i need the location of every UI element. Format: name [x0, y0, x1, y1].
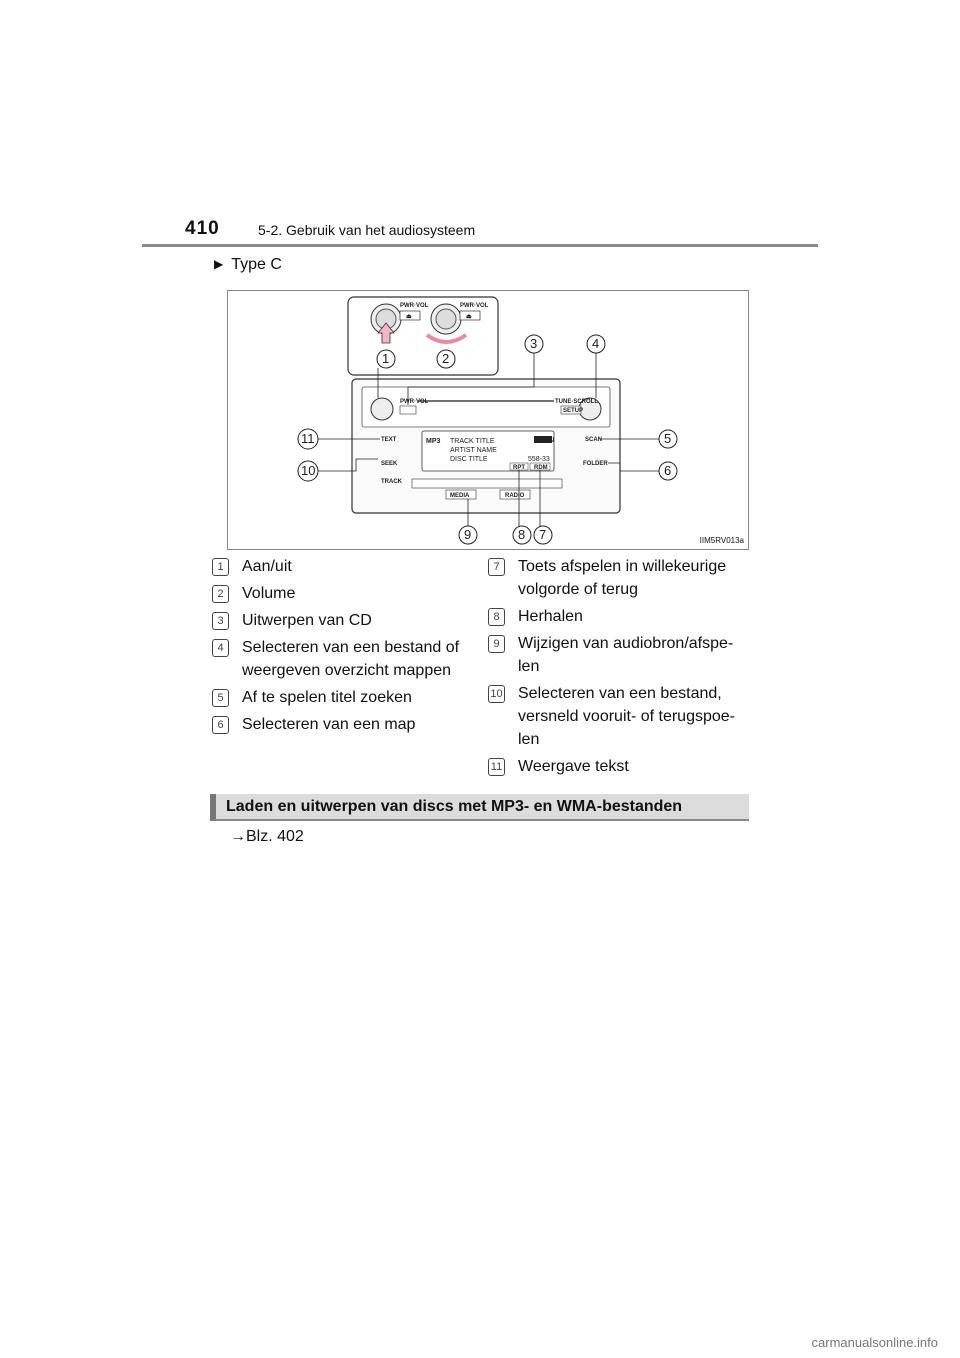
legend-text: Herhalen: [518, 608, 583, 625]
legend-text: Aan/uit: [242, 558, 292, 575]
callout-8-label: 8: [518, 527, 526, 542]
section-header: 5-2. Gebruik van het audiosysteem: [258, 222, 476, 238]
legend-text: Selecteren van een bestand, versneld vooruit- of terugspoe-len: [518, 685, 735, 748]
legend-item: [488, 605, 748, 628]
legend-badge: 4: [212, 639, 229, 657]
scan-button: SCAN: [585, 437, 603, 443]
callout-2-label: 2: [442, 351, 450, 366]
page-number: 410: [185, 218, 220, 239]
legend-item: [488, 682, 748, 751]
legend-item: [212, 609, 470, 632]
type-label-text: Type C: [231, 256, 282, 273]
callout-4-label: 4: [592, 336, 600, 351]
eject-icon-2: ⏏: [466, 314, 472, 320]
folder-button: FOLDER: [583, 461, 608, 467]
legend-text: Selecteren van een bestand of weergeven overzicht mappen: [242, 639, 460, 679]
legend-text: Volume: [242, 585, 296, 602]
audio-unit-figure: [227, 290, 749, 550]
legend-badge: 7: [488, 558, 505, 576]
legend-item: [212, 636, 470, 682]
legend-badge: 9: [488, 635, 505, 653]
setup-button: SETUP: [563, 408, 584, 414]
track-button: TRACK: [381, 479, 402, 485]
legend-item: [488, 555, 748, 601]
rpt-button: RPT: [513, 465, 525, 471]
legend-badge: 10: [488, 685, 505, 703]
legend-text: Selecteren van een map: [242, 716, 416, 733]
radio-button: RADIO: [505, 493, 525, 499]
seek-button: SEEK: [381, 461, 398, 467]
artist-name-display: ARTIST NAME: [450, 447, 497, 454]
power-volume-knob: [371, 398, 393, 420]
tune-scroll-label: TUNE·SCROLL: [555, 399, 598, 405]
triangle-icon: ▶: [214, 257, 224, 271]
legend-badge: 11: [488, 758, 505, 776]
legend-left: [212, 555, 470, 740]
watermark: carmanualsonline.info: [811, 1335, 938, 1350]
audio-unit-diagram: [228, 291, 748, 549]
inset-label-pwr-vol-2: PWR·VOL: [460, 303, 489, 309]
track-title-display: TRACK TITLE: [450, 438, 495, 445]
pwr-vol-label: PWR·VOL: [400, 399, 429, 405]
legend-item: [488, 632, 748, 678]
legend-item: [212, 713, 470, 736]
inset-label-pwr-vol: PWR·VOL: [400, 303, 429, 309]
section-heading: Laden en uitwerpen van discs met MP3- en WMA-bestanden: [226, 798, 683, 815]
callout-6-label: 6: [664, 463, 672, 478]
callout-7-label: 7: [539, 527, 547, 542]
legend-item: [212, 555, 470, 578]
mp3-indicator: MP3: [426, 438, 441, 445]
legend-badge: 1: [212, 558, 229, 576]
text-button: TEXT: [381, 437, 397, 443]
disc-title-display: DISC TITLE: [450, 456, 488, 463]
legend-text: Weergave tekst: [518, 758, 629, 775]
legend-badge: 3: [212, 612, 229, 630]
eject-icon: ⏏: [406, 314, 412, 320]
legend-item: [488, 755, 748, 778]
figure-code: IIM5RV013a: [699, 536, 744, 545]
legend-badge: 8: [488, 608, 505, 626]
media-button: MEDIA: [450, 493, 470, 499]
legend-badge: 5: [212, 689, 229, 707]
callout-10-label: 10: [301, 463, 316, 478]
section-heading-bar: [210, 794, 749, 821]
header-divider: [142, 244, 818, 247]
time-display: 558-33: [528, 456, 550, 463]
rdm-button: RDM: [534, 465, 548, 471]
legend-text: Wijzigen van audiobron/afspe-len: [518, 635, 734, 675]
type-label: [214, 256, 282, 274]
legend-item: [212, 686, 470, 709]
legend-badge: 2: [212, 585, 229, 603]
legend-text: Af te spelen titel zoeken: [242, 689, 412, 706]
callout-3-label: 3: [530, 336, 538, 351]
legend-right: [488, 555, 748, 782]
callout-11-label: 11: [301, 431, 315, 446]
callout-5-label: 5: [664, 431, 672, 446]
callout-1-label: 1: [382, 351, 390, 366]
legend-text: Toets afspelen in willekeurige volgorde of terug: [518, 558, 727, 598]
page-reference-link[interactable]: →Blz. 402: [230, 828, 304, 845]
callout-9-label: 9: [464, 527, 472, 542]
cd-in-indicator: CD IN: [535, 437, 555, 444]
legend-item: [212, 582, 470, 605]
legend-text: Uitwerpen van CD: [242, 612, 372, 629]
preset-buttons: [412, 479, 562, 488]
legend-badge: 6: [212, 716, 229, 734]
